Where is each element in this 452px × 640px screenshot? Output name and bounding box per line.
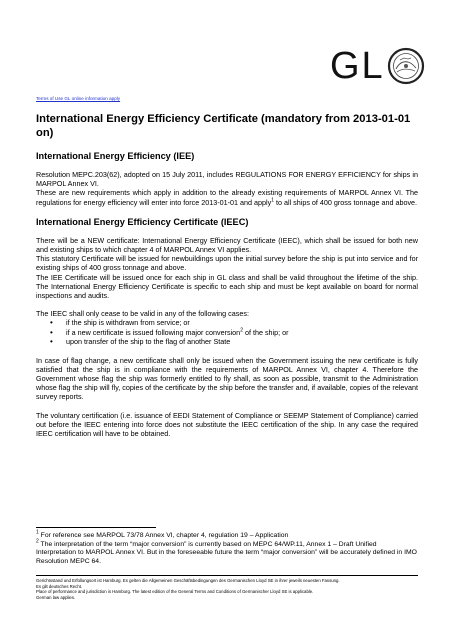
paragraph: There will be a NEW certificate: International Energy Efficiency Certificate (IEEC), which shall be issued for both new and existing ships to which chapter 4 of MARPOL Annex VI applies. <box>36 235 418 255</box>
legal-footer <box>36 578 418 600</box>
footer-line: Gerichtsstand und Erfüllungsort ist Hamburg. Es gelten die Allgemeinen Geschäftsbedingungen des Germanischen Lloyd SE in ihrer jeweils neuesten Fassung. <box>36 578 340 583</box>
paragraph: The voluntary certification (i.e. issuance of EEDI Statement of Compliance or SEEMP Statement of Compliance) carried out before the IEEC entering into force does not substitute the IEEC certification of the ship. In any case the required IEEC certification will have to be obtained. <box>36 410 418 439</box>
footnotes <box>36 529 418 566</box>
paragraph: In case of flag change, a new certificate shall only be issued when the Government issuing the new certificate is fully satisfied that the ship is in compliance with the requirements of MARPOL Annex VI, chapter 4. Therefore the Government whose flag the ship was formerly entitled to fly shall, as soon as possible, transmit to the Administration whose flag the ship will fly, copies of the certificate by the ship before the transfer and, if available, copies of the relevant survey reports. <box>36 355 418 402</box>
document-title: International Energy Efficiency Certificate (mandatory from 2013-01-01 on) <box>36 113 411 139</box>
document-body <box>36 112 418 438</box>
section-heading-iee: International Energy Efficiency (IEE) <box>36 151 195 161</box>
footer-divider <box>36 575 418 576</box>
footer-line: Place of performance and jurisdiction is Hamburg. The latest edition of the General Terms and Conditions of Germanischer Lloyd SE is applicable. <box>36 589 314 595</box>
footnote: $^1$ For reference see MARPOL 73/78 Annex VI, chapter 4, regulation 19 – Application <box>36 529 289 539</box>
gl-logo <box>330 42 442 90</box>
logo-text: GL <box>330 45 385 87</box>
validity-list <box>36 318 418 346</box>
paragraph: Resolution MEPC.203(62), adopted on 15 July 2011, includes REGULATIONS FOR ENERGY EFFICIENCY for ships in MARPOL Annex VI. <box>36 170 418 189</box>
paragraph: These are new requirements which apply in addition to the already existing requirements of MARPOL Annex VI. The regulations for energy efficiency will enter into force 2013-01-01 and apply$^1$ to all ships of 400 gross tonnage and above. <box>36 188 418 207</box>
paragraph: The IEEC shall only cease to be valid in any of the following cases: <box>36 309 249 319</box>
footnote-ref: 2 <box>240 327 243 334</box>
globe-seal-icon <box>387 47 425 85</box>
footnote: $^2$ The interpretation of the term “major conversion” is currently based on MEPC 64/WP.11, Annex 1 – Draft Unified Interpretation to MARPOL Annex VI. But in the foreseeable future the term “major conversion” will be accurately defined in IMO Resolution MEPC 64. <box>36 538 417 565</box>
section-heading-ieec: International Energy Efficiency Certificate (IEEC) <box>36 216 249 227</box>
footer-line: German law applies. <box>36 594 76 600</box>
footnote-divider <box>36 527 156 528</box>
footnote-ref: 1 <box>271 197 274 204</box>
list-item: • if a new certificate is issued following major conversion$^2$ of the ship; or <box>66 328 418 337</box>
list-item: • if the ship is withdrawn from service; or <box>66 318 418 327</box>
footer-line: Es gilt deutsches Recht. <box>36 583 83 589</box>
paragraph: The IEE Certificate will be issued once for each ship in GL class and shall be valid throughout the lifetime of the ship. The International Energy Efficiency Certificate is specific to each ship and must be kept available on board for normal inspections and audits. <box>36 272 418 301</box>
terms-of-use-link[interactable]: Terms of Use GL online information apply <box>36 96 121 101</box>
list-item: • upon transfer of the ship to the flag of another State <box>66 337 418 346</box>
paragraph: This statutory Certificate will be issued for newbuildings upon the initial survey before the ship is put into service and for existing ships of 400 gross tonnage and above. <box>36 254 418 273</box>
